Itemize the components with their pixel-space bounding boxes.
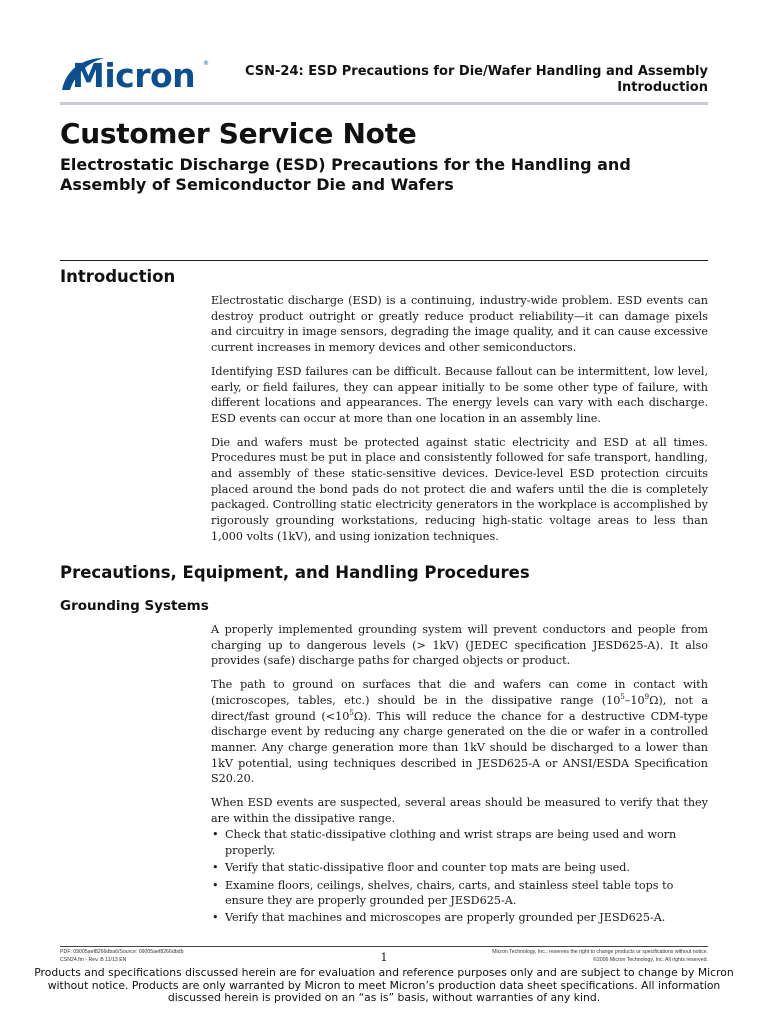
page-number: 1: [380, 951, 388, 964]
introduction-body: [211, 293, 708, 553]
document-subtitle-line2: Assembly of Semiconductor Die and Wafers: [60, 175, 454, 194]
running-header-line1: CSN-24: ESD Precautions for Die/Wafer Handling and Assembly: [244, 64, 708, 79]
grounding-paragraph: When ESD events are suspected, several areas should be measured to verify that they are within the dissipative range.: [211, 796, 708, 825]
footer-divider: [60, 946, 708, 947]
introduction-heading: Introduction: [60, 267, 176, 286]
intro-paragraph: Identifying ESD failures can be difficult. Because fallout can be intermittent, low level, early, or field failures, they can appear initially to be some other type of failure, with different locations and appearances. The energy levels can vary with each discharge. ESD events can occur at more than one location in an assembly line.: [211, 364, 708, 425]
grounding-systems-body: [211, 622, 708, 928]
grounding-checklist: [211, 827, 708, 926]
checklist-item: • Check that static-dissipative clothing and wrist straps are being used and worn properly.: [211, 827, 708, 858]
footer-copyright-line: ©2006 Micron Technology, Inc. All rights reserved.: [593, 956, 708, 963]
footer-source-info: [60, 949, 183, 964]
running-header: [218, 64, 708, 96]
document-title: Customer Service Note: [60, 117, 417, 150]
header-divider: [60, 102, 708, 105]
section-divider: [60, 260, 708, 261]
disclaimer-text: Products and specifications discussed herein are for evaluation and reference purposes only and are subject to change by Micron without notice. Products are only warranted by Micron to meet Micron’s production data sheet specifications. All information discussed herein is provided on an “as is” basis, without warranties of any kind.: [34, 966, 734, 1004]
footer-copyright: [408, 949, 708, 964]
micron-logo-text: Micron: [72, 56, 196, 95]
intro-paragraph: Electrostatic discharge (ESD) is a continuing, industry-wide problem. ESD events can destroy product outright or greatly reduce product reliability—it can damage pixels and circuitry in image sensors, degrading the image quality, and it can cause excessive current increases in memory devices and other semiconductors.: [211, 294, 708, 355]
footer-revision: CSN24.fm - Rev. B 11/13 EN: [60, 956, 127, 963]
grounding-systems-heading: Grounding Systems: [60, 598, 209, 614]
document-subtitle: [60, 155, 660, 195]
grounding-resistance-paragraph: The path to ground on surfaces that die and wafers can come in contact with (microscopes, tables, etc.) should be in the dissipative range $(10^5-10^9\Omega)$, not a direct/fast ground $(<10^5\Omega)$. This will reduce the chance for a destructive CDM-type discharge event by reducing any charge generated on the die or wafer in a controlled manner. Any charge generation more than 1kV should be discharged to a lower than 1kV potential, using techniques described in JESD625-A or ANSI/ESDA Specification S20.20.: [211, 678, 708, 786]
micron-logo: [60, 52, 210, 98]
intro-paragraph: Die and wafers must be protected against static electricity and ESD at all times. Procedures must be put in place and consistently followed for safe transport, handling, and assembly of these static-sensitive devices. Device-level ESD protection circuits placed around the bond pads do not protect die and wafers until the die is completely packaged. Controlling static electricity generators in the workplace is accomplished by rigorously grounding workstations, reducing high-static voltage areas to less than 1,000 volts (1kV), and using ionization techniques.: [211, 435, 708, 543]
checklist-item: • Examine floors, ceilings, shelves, chairs, carts, and stainless steel table tops to ensure they are properly grounded per JESD625-A.: [211, 878, 708, 909]
grounding-paragraph: A properly implemented grounding system will prevent conductors and people from charging up to dangerous levels (> 1kV) (JEDEC specification JESD625-A). It also provides (safe) discharge paths for charged objects or product.: [211, 623, 708, 668]
footer-notice: Micron Technology, Inc., reserves the right to change products or specifications without notice.: [492, 949, 708, 955]
precautions-heading: Precautions, Equipment, and Handling Procedures: [60, 563, 530, 582]
document-subtitle-line1: Electrostatic Discharge (ESD) Precautions for the Handling and: [60, 155, 631, 174]
running-header-line2: Introduction: [617, 80, 708, 95]
checklist-item: • Verify that static-dissipative floor and counter top mats are being used.: [211, 860, 708, 876]
registered-mark: ®: [203, 60, 209, 67]
checklist-item: • Verify that machines and microscopes are properly grounded per JESD625-A.: [211, 910, 708, 926]
footer-pdf-id: PDF: 09005aef8266dba6/Source: 09005aef8266dbdb: [60, 949, 184, 955]
